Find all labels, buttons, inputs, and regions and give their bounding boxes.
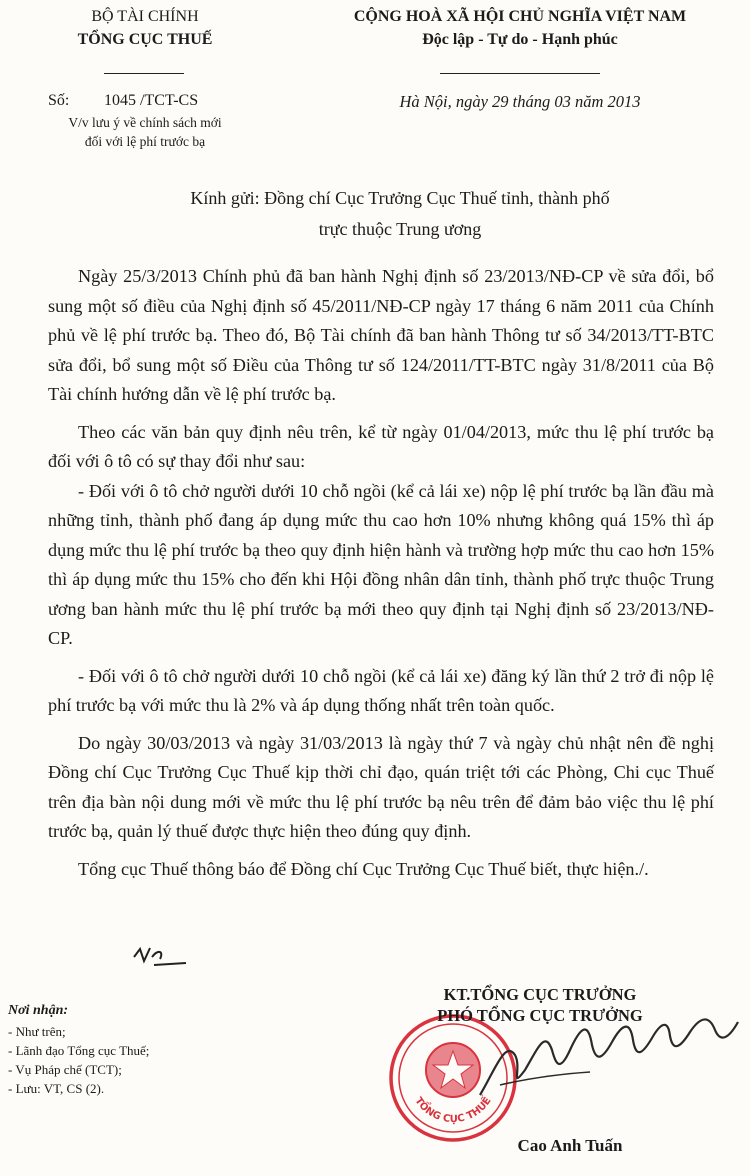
body-paragraph: Do ngày 30/03/2013 và ngày 31/03/2013 là ngày thứ 7 và ngày chủ nhật nên đề nghị Đồng chí Cục Trưởng Cục Thuế kịp thời chỉ đạo, quán triệt tới các Phòng, Chi cục Thuế trên địa bàn nội dung mới về mức thu lệ phí trước bạ nêu trên để đảm bảo việc thu lệ phí trước bạ, quản lý thuế được thực hiện theo đúng quy định.: [48, 732, 714, 841]
signature-title-2: PHÓ TỔNG CỤC TRƯỞNG: [437, 1006, 643, 1025]
date-line: Hà Nội, ngày 29 tháng 03 năm 2013: [399, 92, 641, 111]
body-paragraph: - Đối với ô tô chở người dưới 10 chỗ ngồi (kể cả lái xe) nộp lệ phí trước bạ lần đầu mà những tỉnh, thành phố đang áp dụng mức thu cao hơn 10% nhưng không quá 15% thì áp dụng mức thu lệ phí trước bạ theo quy định hiện hành và trường hợp mức thu cao hơn 15% thì áp dụng mức thu 15% cho đến khi Hội đồng nhân dân tỉnh, thành phố trực thuộc Trung ương ban hành mức thu lệ phí trước bạ mới theo quy định tại Nghị định số 23/2013/NĐ-CP.: [48, 480, 714, 648]
right-header-rule: [440, 73, 600, 74]
recipient-line-2: trực thuộc Trung ương: [318, 219, 482, 239]
recipient-item: - Lãnh đạo Tổng cục Thuế;: [8, 1043, 150, 1058]
recipient-line-1: Kính gửi: Đồng chí Cục Trưởng Cục Thuế tỉnh, thành phố: [190, 188, 610, 208]
body-paragraph: - Đối với ô tô chở người dưới 10 chỗ ngồi (kể cả lái xe) đăng ký lần thứ 2 trở đi nộp lệ phí trước bạ với mức thu là 2% và áp dụng thống nhất trên toàn quốc.: [48, 665, 714, 715]
initials-scribble: [130, 935, 190, 975]
stamp-text: TỔNG CỤC THUẾ: [412, 1095, 494, 1126]
doc-subject-line-2: đối với lệ phí trước bạ: [84, 134, 206, 149]
body-paragraph: Ngày 25/3/2013 Chính phủ đã ban hành Nghị định số 23/2013/NĐ-CP về sửa đổi, bổ sung một số điều của Nghị định số 45/2011/NĐ-CP ngày 17 tháng 6 năm 2011 của Chính phủ về lệ phí trước bạ. Theo đó, Bộ Tài chính đã ban hành Thông tư số 34/2013/TT-BTC sửa đổi, bổ sung một số Điều của Thông tư số 124/2011/TT-BTC ngày 31/8/2011 của Bộ Tài chính hướng dẫn về lệ phí trước bạ.: [48, 266, 714, 404]
handwritten-signature: [470, 1000, 745, 1110]
recipients-title: Nơi nhận:: [8, 1003, 69, 1018]
body-paragraph: Theo các văn bản quy định nêu trên, kể từ ngày 01/04/2013, mức thu lệ phí trước bạ đối với ô tô có sự thay đổi như sau:: [48, 421, 714, 471]
recipient-item: - Vụ Pháp chế (TCT);: [8, 1062, 122, 1077]
department-name: TỔNG CỤC THUẾ: [77, 31, 213, 48]
doc-number: 1045 /TCT-CS: [104, 92, 199, 109]
doc-number-label: Số:: [48, 92, 70, 109]
signer-name: Cao Anh Tuấn: [517, 1136, 623, 1155]
signature-title-1: KT.TỔNG CỤC TRƯỞNG: [443, 985, 637, 1004]
country-name: CỘNG HOÀ XÃ HỘI CHỦ NGHĨA VIỆT NAM: [353, 8, 687, 25]
national-motto: Độc lập - Tự do - Hạnh phúc: [422, 31, 618, 48]
body-paragraph: Tổng cục Thuế thông báo để Đồng chí Cục Trưởng Cục Thuế biết, thực hiện./.: [78, 858, 649, 879]
ministry-name: BỘ TÀI CHÍNH: [91, 8, 199, 25]
recipient-item: - Lưu: VT, CS (2).: [8, 1081, 105, 1096]
recipient-item: - Như trên;: [8, 1024, 66, 1039]
doc-subject-line-1: V/v lưu ý về chính sách mới: [68, 115, 222, 130]
left-header-rule: [104, 73, 184, 74]
letter-body: [48, 262, 714, 884]
